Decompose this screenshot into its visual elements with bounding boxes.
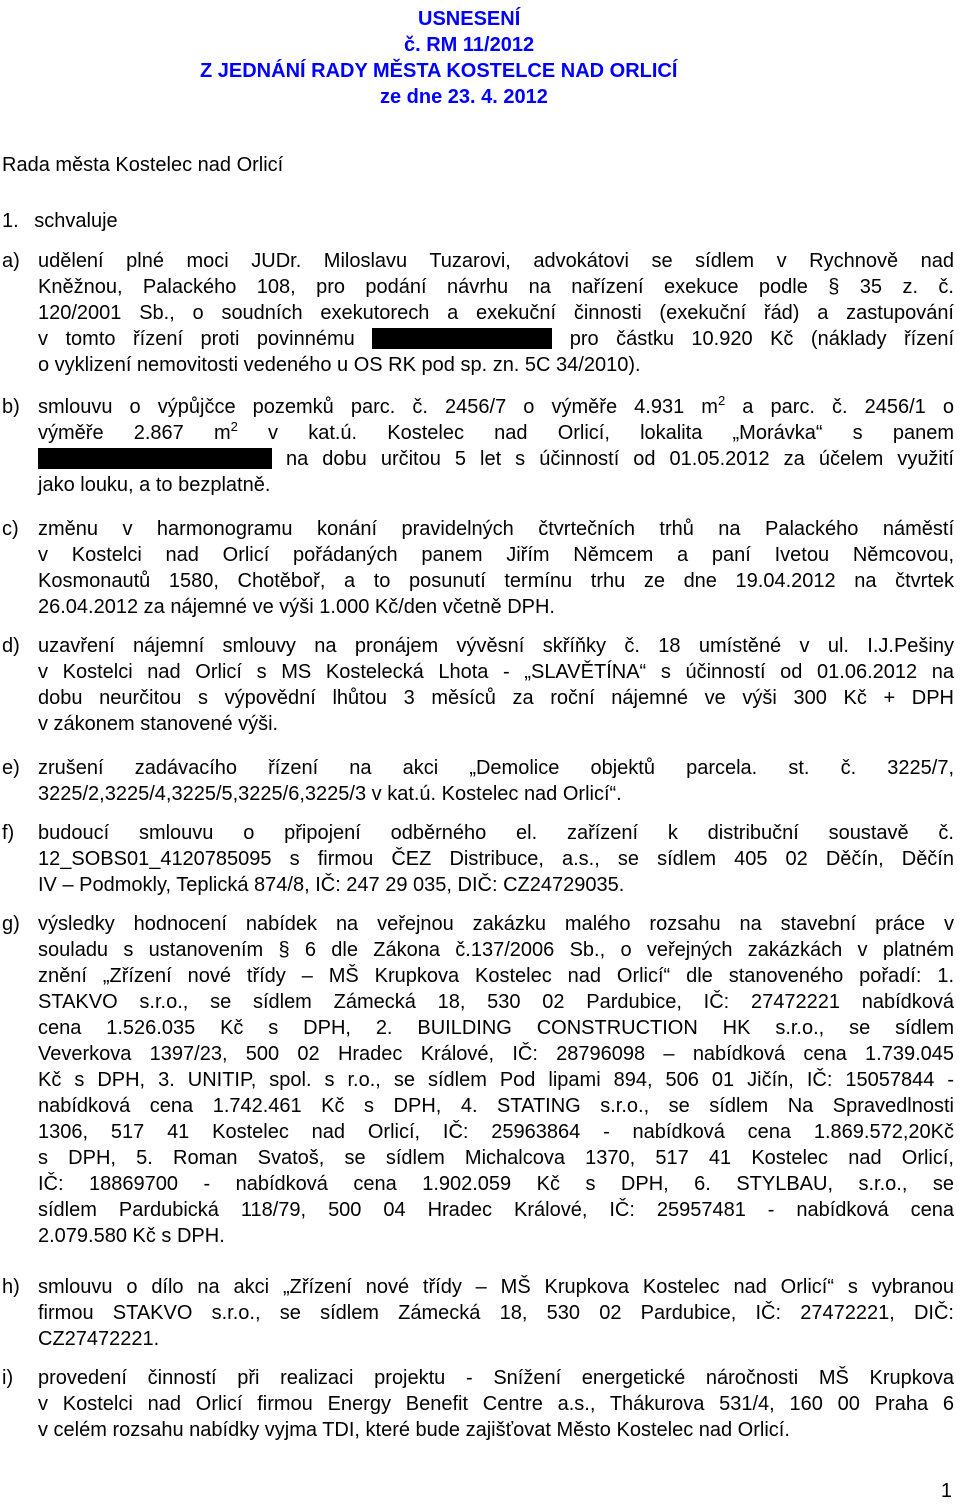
- item-line: jako louku, a to bezplatně.: [38, 474, 271, 496]
- item-line: IČ: 18869700 - nabídková cena 1.902.059 Kč s DPH, 6. STYLBAU, s.r.o., se: [38, 1173, 954, 1195]
- intro-text: Rada města Kostelec nad Orlicí: [2, 154, 284, 176]
- item-line: dobu neurčitou s výpovědní lhůtou 3 měsíců za roční nájemné ve výši 300 Kč + DPH: [38, 687, 954, 709]
- item-label: g): [2, 913, 20, 935]
- resolution-item-e: [2, 755, 954, 807]
- page-number: 1: [940, 1480, 952, 1502]
- item-line: 3225/2,3225/4,3225/5,3225/6,3225/3 v kat.ú. Kostelec nad Orlicí“.: [38, 783, 622, 805]
- item-line: výsledky hodnocení nabídek na veřejnou zakázku malého rozsahu na stavební práce v: [38, 913, 954, 935]
- item-label: e): [2, 757, 20, 779]
- section-title: schvaluje: [34, 210, 118, 232]
- document-title: USNESENÍ: [418, 8, 521, 30]
- item-line: 12_SOBS01_4120785095 s firmou ČEZ Distribuce, a.s., se sídlem 405 02 Děčín, Děčín: [38, 848, 954, 870]
- resolution-item-f: [2, 820, 954, 898]
- redaction-bar: [372, 328, 552, 349]
- item-line-with-redaction: [38, 326, 954, 352]
- item-line: s DPH, 5. Roman Svatoš, se sídlem Michalcova 1370, 517 41 Kostelec nad Orlicí,: [38, 1147, 954, 1169]
- document-subtitle: Z JEDNÁNÍ RADY MĚSTA KOSTELCE NAD ORLICÍ: [200, 60, 678, 82]
- resolution-item-c: [2, 516, 954, 620]
- item-line: zrušení zadávacího řízení na akci „Demolice objektů parcela. st. č. 3225/7,: [38, 757, 954, 779]
- item-text: na dobu určitou 5 let s účinností od 01.05.2012 za účelem využití: [286, 448, 954, 470]
- item-line: o vyklizení nemovitosti vedeného u OS RK pod sp. zn. 5C 34/2010).: [38, 354, 641, 376]
- item-line: firmou STAKVO s.r.o., se sídlem Zámecká 18, 530 02 Pardubice, IČ: 27472221, DIČ:: [38, 1302, 954, 1324]
- item-label: i): [2, 1367, 14, 1389]
- item-text: pro částku 10.920 Kč (náklady řízení: [569, 328, 955, 350]
- item-text: a parc. č. 2456/1 o: [725, 396, 954, 418]
- item-label: d): [2, 635, 20, 657]
- superscript: 2: [230, 419, 238, 434]
- item-line: Kněžnou, Palackého 108, pro podání návrhu na nařízení exekuce podle § 35 z. č.: [38, 276, 954, 298]
- resolution-item-a: [2, 248, 954, 378]
- item-line: uzavření nájemní smlouvy na pronájem vývěsní skříňky č. 18 umístěné v ul. I.J.Pešiny: [38, 635, 954, 657]
- item-line: smlouvu o dílo na akci „Zřízení nové třídy – MŠ Krupkova Kostelec nad Orlicí“ s vybranou: [38, 1276, 954, 1298]
- item-line: změnu v harmonogramu konání pravidelných čtvrtečních trhů na Palackého náměstí: [38, 518, 954, 540]
- item-line: 1306, 517 41 Kostelec nad Orlicí, IČ: 25963864 - nabídková cena 1.869.572,20Kč: [38, 1121, 954, 1143]
- item-line: cena 1.526.035 Kč s DPH, 2. BUILDING CONSTRUCTION HK s.r.o., se sídlem: [38, 1017, 954, 1039]
- item-text: výměře 2.867 m: [38, 422, 231, 444]
- item-line: v Kostelci nad Orlicí s MS Kostelecká Lhota - „SLAVĚTÍNA“ s účinností od 01.06.2012 na: [38, 661, 954, 683]
- item-line: IV – Podmokly, Teplická 874/8, IČ: 247 29 035, DIČ: CZ24729035.: [38, 874, 625, 896]
- item-line: Kč s DPH, 3. UNITIP, spol. s r.o., se sídlem Pod lipami 894, 506 01 Jičín, IČ: 15057844 -: [38, 1069, 954, 1091]
- item-line: Veverkova 1397/23, 500 02 Hradec Králové, IČ: 28796098 – nabídková cena 1.739.045: [38, 1043, 954, 1065]
- item-line: v Kostelci nad Orlicí pořádaných panem Jiřím Němcem a paní Ivetou Němcovou,: [38, 544, 954, 566]
- item-text: v kat.ú. Kostelec nad Orlicí, lokalita „Morávka“ s panem: [237, 422, 955, 444]
- item-line: STAKVO s.r.o., se sídlem Zámecká 18, 530 02 Pardubice, IČ: 27472221 nabídková: [38, 991, 954, 1013]
- item-label: h): [2, 1276, 20, 1298]
- item-line: udělení plné moci JUDr. Miloslavu Tuzarovi, advokátovi se sídlem v Rychnově nad: [38, 250, 954, 272]
- redaction-bar: [38, 448, 272, 469]
- superscript: 2: [717, 393, 726, 408]
- item-line: budoucí smlouvu o připojení odběrného el. zařízení k distribuční soustavě č.: [38, 822, 954, 844]
- item-label: c): [2, 518, 19, 540]
- item-line: souladu s ustanovením § 6 dle Zákona č.137/2006 Sb., o veřejných zakázkách v platném: [38, 939, 954, 961]
- item-text: smlouvu o výpůjčce pozemků parc. č. 2456/7 o výměře 4.931 m: [38, 396, 718, 418]
- item-label: b): [2, 396, 20, 418]
- item-line: 2.079.580 Kč s DPH.: [38, 1225, 225, 1247]
- resolution-item-b: [2, 394, 954, 498]
- item-line-with-redaction: [38, 446, 954, 472]
- item-line: znění „Zřízení nové třídy – MŠ Krupkova Kostelec nad Orlicí“ dle stanoveného pořadí: 1.: [38, 965, 954, 987]
- resolution-item-i: [2, 1365, 954, 1443]
- item-line: [38, 394, 954, 420]
- item-line: provedení činností při realizaci projektu - Snížení energetické náročnosti MŠ Krupkova: [38, 1367, 954, 1389]
- section-heading: [2, 208, 118, 234]
- resolution-item-h: [2, 1274, 954, 1352]
- section-number: 1.: [2, 210, 19, 232]
- item-line: v celém rozsahu nabídky vyjma TDI, které bude zajišťovat Město Kostelec nad Orlicí.: [38, 1419, 790, 1441]
- meeting-date: ze dne 23. 4. 2012: [380, 86, 548, 108]
- item-line: nabídková cena 1.742.461 Kč s DPH, 4. STATING s.r.o., se sídlem Na Spravedlnosti: [38, 1095, 954, 1117]
- item-line: [38, 420, 954, 446]
- item-line: v zákonem stanovené výši.: [38, 713, 279, 735]
- item-line: 120/2001 Sb., o soudních exekutorech a exekuční činnosti (exekuční řád) a zastupování: [38, 302, 954, 324]
- resolution-item-d: [2, 633, 954, 737]
- item-label: f): [2, 822, 15, 844]
- item-line: sídlem Pardubická 118/79, 500 04 Hradec Králové, IČ: 25957481 - nabídková cena: [38, 1199, 954, 1221]
- item-line: CZ27472221.: [38, 1328, 160, 1350]
- item-line: Kosmonautů 1580, Chotěboř, a to posunutí termínu trhu ze dne 19.04.2012 na čtvrtek: [38, 570, 954, 592]
- resolution-item-g: [2, 911, 954, 1249]
- item-line: v Kostelci nad Orlicí firmou Energy Benefit Centre a.s., Thákurova 531/4, 160 00 Praha 6: [38, 1393, 954, 1415]
- item-label: a): [2, 250, 20, 272]
- resolution-number: č. RM 11/2012: [404, 34, 535, 56]
- item-text: v tomto řízení proti povinnému: [38, 328, 355, 350]
- item-line: 26.04.2012 za nájemné ve výši 1.000 Kč/den včetně DPH.: [38, 596, 555, 618]
